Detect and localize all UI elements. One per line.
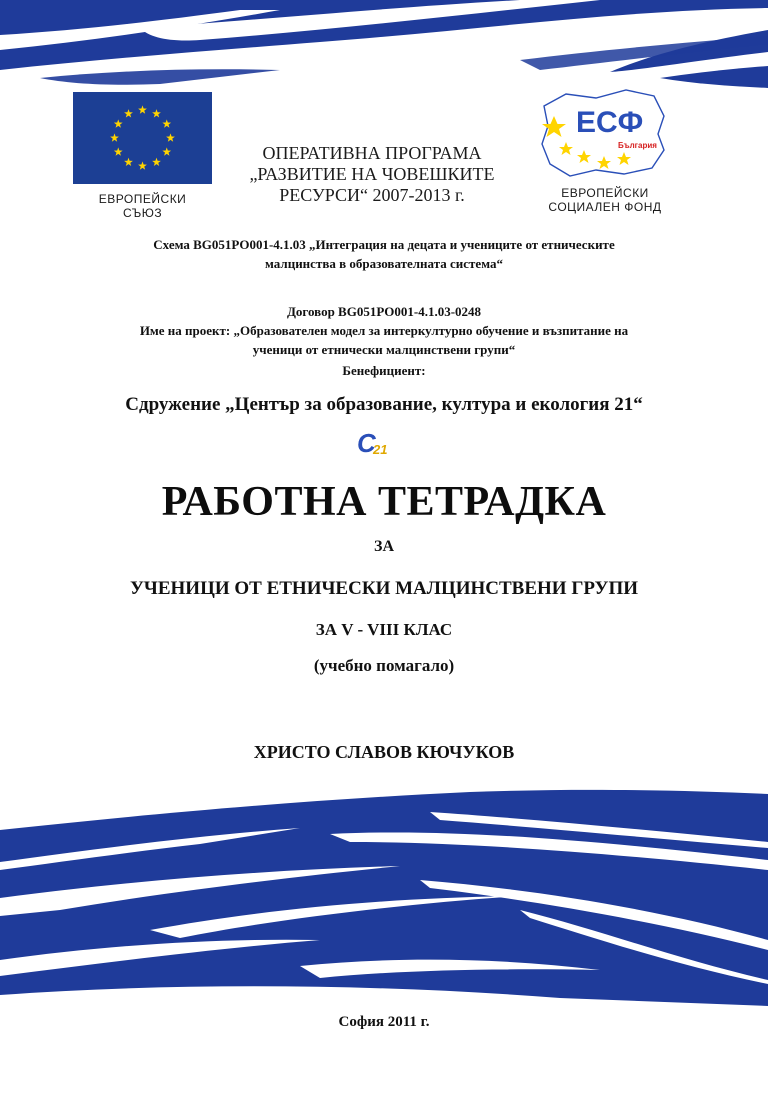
footer-place-year: София 2011 г. [338,1014,430,1030]
esf-abbr: ЕСФ [576,106,644,139]
project-line2: ученици от етнически малцинствени групи“ [252,342,516,357]
organization-name: Сдружение „Център за образование, култура и екология 21“ [125,394,643,415]
esf-caption-line1: ЕВРОПЕЙСКИ [561,186,649,200]
beneficiary-label: Бенефициент: [342,363,426,378]
project-line1: Име на проект: „Образователен модел за интеркултурно обучение и възпитание на [139,323,629,338]
esf-caption [535,186,675,214]
author-name: ХРИСТО СЛАВОВ КЮЧУКОВ [253,742,515,762]
c21-letter: C [357,428,376,458]
esf-caption-line2: СОЦИАЛЕН ФОНД [548,200,662,214]
scheme-line1: Схема BG051PO001-4.1.03 „Интеграция на децата и учениците от етническите [153,237,615,252]
program-line3: РЕСУРСИ“ 2007-2013 г. [279,185,465,205]
esf-country: България [618,141,657,150]
top-wave-band [0,0,768,95]
c21-logo-icon [357,428,403,458]
c21-number: 21 [373,442,388,457]
note: (учебно помагало) [313,656,455,675]
scheme-line2: малцинства в образователната система“ [265,256,503,271]
contract-number: Договор BG051PO001-4.1.03-0248 [286,304,482,319]
eu-caption [73,192,212,220]
bottom-wave-band [0,770,768,1015]
program-line1: ОПЕРАТИВНА ПРОГРАМА [262,143,482,163]
program-line2: „РАЗВИТИЕ НА ЧОВЕШКИТЕ [249,164,495,184]
esf-logo-icon [536,86,670,182]
subtitle: УЧЕНИЦИ ОТ ЕТНИЧЕСКИ МАЛЦИНСТВЕНИ ГРУПИ [129,578,639,599]
eu-caption-line2: СЪЮЗ [122,206,163,220]
for-word: ЗА [374,538,394,555]
program-title [242,143,502,206]
main-title: РАБОТНА ТЕТРАДКА [161,479,607,525]
eu-caption-line1: ЕВРОПЕЙСКИ [98,192,187,206]
eu-flag-icon [73,92,212,184]
grade: ЗА V - VIII КЛАС [315,620,453,639]
